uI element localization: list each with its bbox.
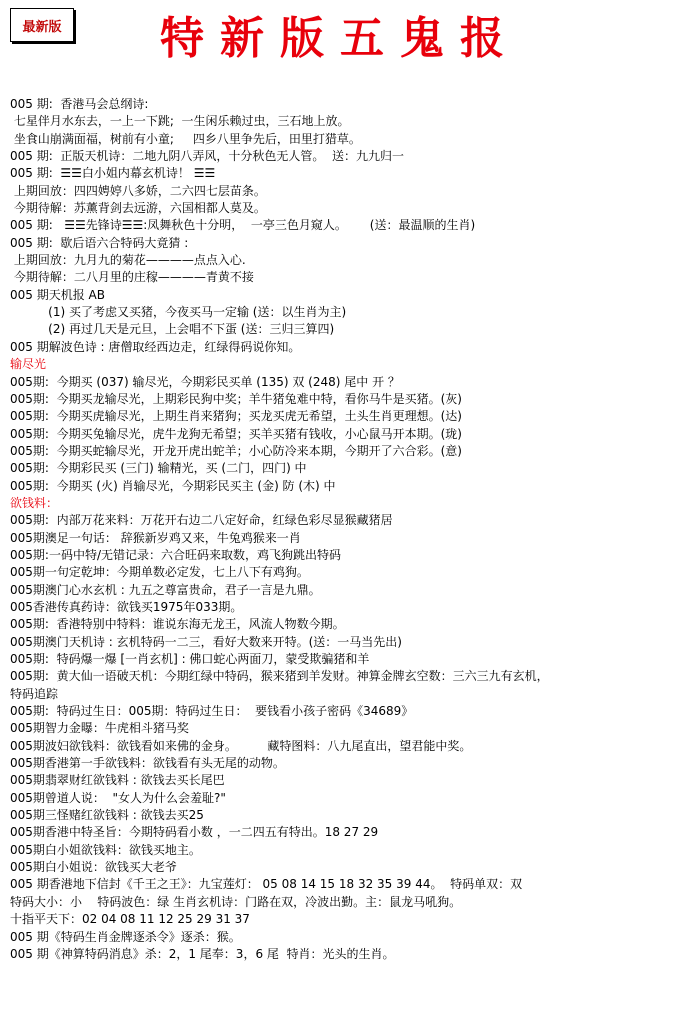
text-line: 005期: 香港特别中特料：谁说东海无龙王，风流人物数今期。: [10, 617, 345, 632]
text-line: 005 期: ☰☰白小姐内幕玄机诗！ ☰☰: [10, 166, 216, 181]
text-line: 005期: 黄大仙一语破天机：今期红绿中特码，猴来猪到羊发财。神算金牌玄空数：三六三九有玄机，: [10, 669, 549, 684]
text-line: 005香港传真药诗：欲钱买1975年033期。: [10, 599, 243, 614]
text-line: 005期: 今期买 (037) 输尽光，今期彩民买单 (135) 双 (248) 尾中 开 ？: [10, 374, 400, 389]
text-line: 005期澳门心水玄机 : 九五之尊富贵命，君子一言是九鼎。: [10, 582, 321, 597]
text-line: 005期翡翠财红欲钱料 : 欲钱去买长尾巴: [10, 773, 225, 788]
text-line: 005期: 特码爆一爆 [一肖玄机] : 佛口蛇心两面刀，蒙受欺骗猪和羊: [10, 652, 370, 666]
text-line: 005期: 今期买兔输尽光，虎牛龙狗无希望；买羊买猪有钱收，小心鼠马开本期。(珑): [10, 426, 462, 441]
text-line: 005期香港中特圣旨：今期特码看小数 ，一二四五有特出。18 27 29: [10, 825, 379, 840]
page-title: 特新版五鬼报: [160, 13, 520, 64]
text-line: 坐食山崩满面福，树前有小童; 四乡八里争先后，田里打猎草。: [10, 131, 361, 146]
text-line: 005期三怪赌红欲钱料 : 欲钱去买25: [10, 808, 204, 823]
text-line: 005期: 今期买 (火) 肖输尽光，今期彩民买主 (金) 防 (木) 中: [10, 478, 336, 493]
text-line: 005 期: 香港马会总纲诗:: [10, 97, 149, 111]
text-line: 特码追踪: [10, 686, 59, 701]
text-line: 今期待解：二八月里的庄稼————青黄不接: [10, 270, 254, 285]
text-line: 005 期《特码生肖金牌逐杀令》逐杀：猴。: [10, 929, 241, 944]
text-line: 005期: 内部万花来料：万花开右边二八定好命，红绿色彩尽显猴藏猪居: [10, 513, 393, 528]
text-line: 005期香港第一手欲钱料：欲钱看有头无尾的动物。: [10, 756, 285, 771]
text-line: 005期: 今期彩民买 (三门) 输精光，买 (二门，四门) 中: [10, 461, 307, 476]
text-line: 005 期《神算特码消息》杀：2，1 尾奉：3，6 尾 特肖：光头的生肖。: [10, 946, 395, 961]
text-line: 005期白小姐欲钱料：欲钱买地主。: [10, 842, 201, 857]
text-line: 005期曾道人说： "女人为什么会羞耻?": [10, 790, 226, 805]
section-heading: 输尽光: [10, 357, 47, 372]
latest-edition-badge: [10, 8, 74, 42]
text-line: 005期:一码中特/无错记录：六合旺码来取数，鸡飞狗跳出特码: [10, 547, 341, 562]
text-line: (1) 买了考虑又买猪，今夜买马一定输 (送：以生肖为主): [10, 305, 347, 320]
text-line: 十指平天下：02 04 08 11 12 25 29 31 37: [10, 912, 250, 927]
text-line: 特码大小：小 特码波色：绿 生肖玄机诗：门路在双，冷波出勤。主：鼠龙马吼狗。: [10, 894, 462, 909]
text-line: 005 期香港地下信封《千王之王》：九宝莲灯： 05 08 14 15 18 32 35 39 44。 特码单双：双: [10, 877, 523, 892]
text-line: 上期回放：四四娉婷八多娇，二六四七层苗条。: [10, 183, 266, 198]
text-line: 005期: 今期买虎输尽光，上期生肖来猪狗；买龙买虎无希望，土头生肖更理想。(达): [10, 409, 462, 424]
text-line: 005期澳足一句话： 辞猴新岁鸡又来，牛兔鸡猴来一肖: [10, 530, 301, 545]
text-line: 005 期: 歇后语六合特码大竟猜 :: [10, 235, 189, 250]
text-line: 005 期天机报 AB: [10, 287, 105, 302]
badge-label: 最新版: [22, 19, 62, 35]
text-line: 005 期解波色诗 : 唐僧取经西边走，红绿得码说你知。: [10, 339, 301, 354]
text-line: 005期一句定乾坤：今期单数必定发，七上八下有鸡狗。: [10, 565, 309, 580]
document-body: [10, 96, 686, 963]
text-line: 005 期: 正版天机诗：二地九阴八弄风，十分秋色无人管。 送：九九归一: [10, 149, 405, 164]
text-line: 005期智力金曝：牛虎相斗猪马奖: [10, 721, 189, 736]
text-line: 上期回放：九月九的菊花————点点入心.: [10, 253, 246, 268]
text-line: 005期: 今期买龙输尽光，上期彩民狗中奖；羊牛猪兔难中特，看你马牛是买猪。(灰): [10, 391, 462, 406]
text-line: 005期波妇欲钱料：欲钱看如来佛的金身。 藏特图料：八九尾直出，望君能中奖。: [10, 738, 472, 753]
section-heading: 欲钱料：: [10, 495, 59, 510]
text-line: 005 期: ☰☰先锋诗☰☰:凤舞秋色十分明， 一亭三色月窥人。 (送：最温顺的生肖): [10, 218, 476, 233]
text-line: 005期: 今期买蛇输尽光，开龙开虎出蛇羊；小心防冷来本期，今期开了六合彩。(意): [10, 443, 462, 458]
text-line: 005期: 特码过生日：005期：特码过生日： 要钱看小孩子密码《34689》: [10, 704, 414, 719]
text-line: (2) 再过几天是元旦，上会唱不下蛋 (送：三归三算四): [10, 322, 335, 337]
text-line: 今期待解：苏薰背剑去远游，六国相都人莫及。: [10, 201, 266, 216]
text-line: 005期白小姐说：欲钱买大老爷: [10, 860, 177, 875]
text-line: 005期澳门天机诗 : 玄机特码一二三，看好大数来开特。(送：一马当先出): [10, 634, 402, 649]
text-line: 七星伴月水东去，一上一下跳; 一生闲乐赖过虫，三石地上放。: [10, 114, 350, 129]
